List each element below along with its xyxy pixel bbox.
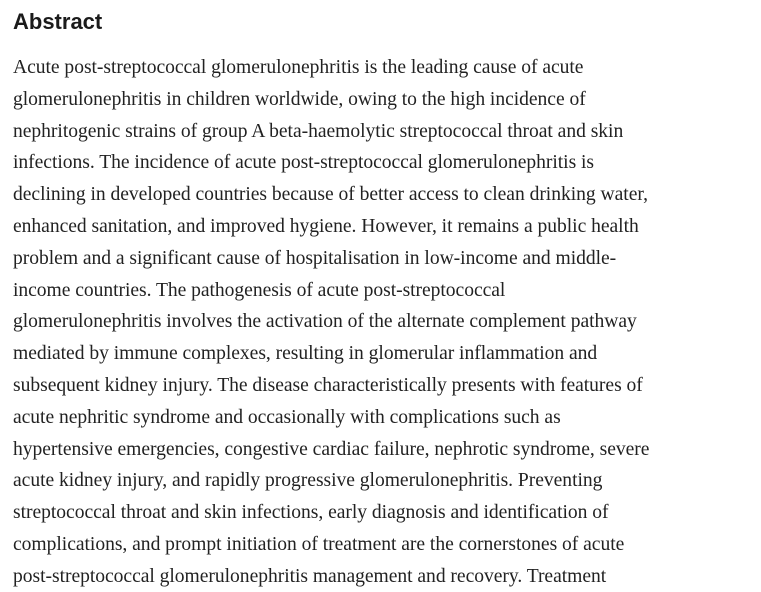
abstract-line: post-streptococcal glomerulonephritis management and recovery. Treatment — [13, 565, 607, 587]
abstract-line: mediated by immune complexes, resulting in glomerular inflammation and — [13, 343, 598, 365]
abstract-line: complications, and prompt initiation of treatment are the cornerstones of acute — [13, 533, 625, 555]
abstract-line: streptococcal throat and skin infections, early diagnosis and identification of — [13, 502, 609, 524]
abstract-line: subsequent kidney injury. The disease characteristically presents with features of — [13, 374, 643, 396]
abstract-line: infections. The incidence of acute post-streptococcal glomerulonephritis is — [13, 152, 594, 174]
abstract-line: glomerulonephritis in children worldwide, owing to the high incidence of — [13, 88, 586, 110]
abstract-line: glomerulonephritis involves the activation of the alternate complement pathway — [13, 311, 637, 333]
abstract-line: enhanced sanitation, and improved hygiene. However, it remains a public health — [13, 215, 639, 237]
abstract-line: hypertensive emergencies, congestive cardiac failure, nephrotic syndrome, severe — [13, 438, 650, 460]
abstract-line: nephritogenic strains of group A beta-haemolytic streptococcal throat and skin — [13, 120, 624, 142]
abstract-line: Acute post-streptococcal glomerulonephritis is the leading cause of acute — [13, 57, 584, 78]
abstract-line: acute nephritic syndrome and occasionally with complications such as — [13, 406, 561, 428]
abstract-line: problem and a significant cause of hospitalisation in low-income and middle- — [13, 247, 617, 269]
abstract-body — [13, 52, 761, 592]
abstract-line: declining in developed countries because of better access to clean drinking water, — [13, 184, 648, 206]
abstract-line: acute kidney injury, and rapidly progressive glomerulonephritis. Preventing — [13, 470, 603, 492]
abstract-line: income countries. The pathogenesis of acute post-streptococcal — [13, 279, 506, 301]
abstract-heading: Abstract — [13, 9, 103, 34]
